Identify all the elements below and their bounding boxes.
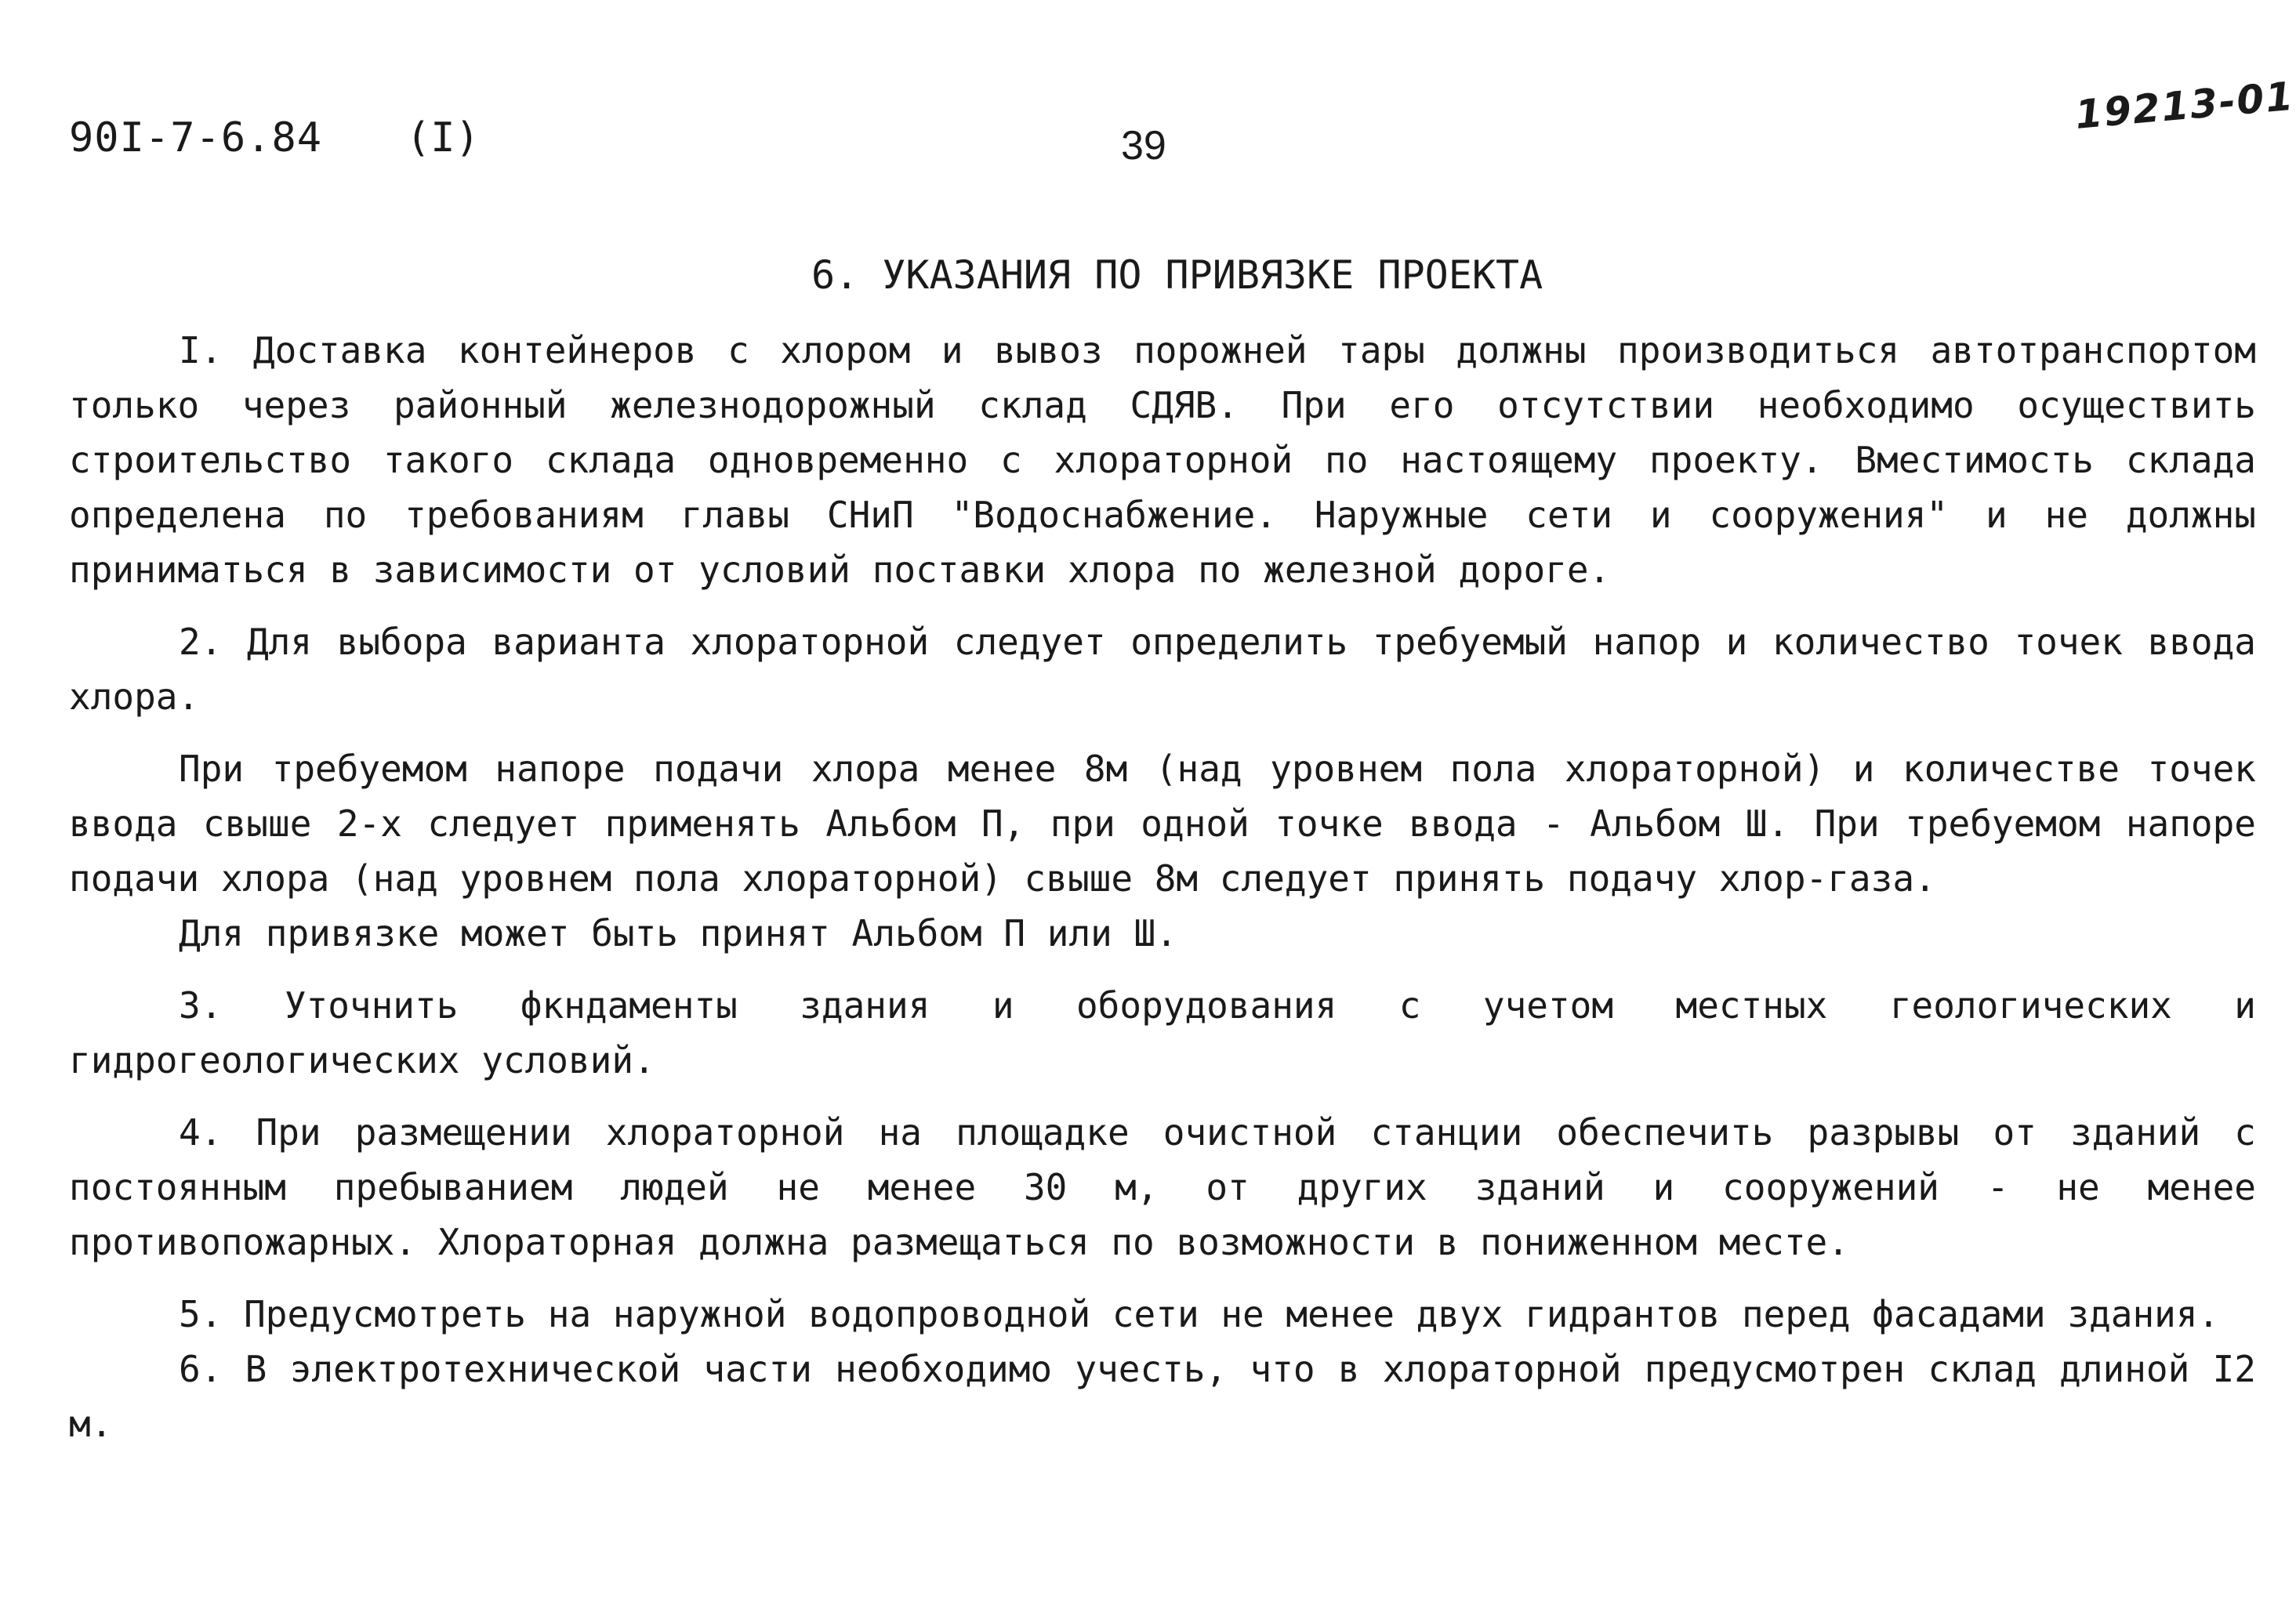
page-number: 39 <box>1121 123 1166 168</box>
paragraph-2: 2. Для выбора варианта хлораторной следует определить требуемый напор и количество точек ввода хлора. <box>69 621 2256 718</box>
document-body <box>69 323 2256 1451</box>
paragraph-5: 5. Предусмотреть на наружной водопроводной сети не менее двух гидрантов перед фасадами здания. <box>179 1293 2220 1335</box>
paragraph-2-detail: При требуемом напоре подачи хлора менее 8м (над уровнем пола хлораторной) и количестве точек ввода свыше 2-х следует применять Альбом П, при одной точке ввода - Альбом Ш. При требуемом напоре подачи хлора (над уровнем пола хлораторной) свыше 8м следует принять подачу хлор-газа. <box>69 748 2256 900</box>
paragraph-2-note: Для привязке может быть принят Альбом П или Ш. <box>179 912 1177 954</box>
paragraph-6: 6. В электротехнической части необходимо учесть, что в хлораторной предусмотрен склад длиной I2 м. <box>69 1348 2256 1445</box>
section-title: 6. УКАЗАНИЯ ПО ПРИВЯЗКЕ ПРОЕКТА <box>811 252 1543 298</box>
document-part: (I) <box>406 114 480 161</box>
paragraph-4: 4. При размещении хлораторной на площадке очистной станции обеспечить разрывы от зданий с постоянным пребыванием людей не менее 30 м, от других зданий и сооружений - не менее противопожарных. Хлораторная должна размещаться по возможности в пониженном месте. <box>69 1111 2256 1263</box>
paragraph-1: I. Доставка контейнеров с хлором и вывоз порожней тары должны производиться автотранспортом только через районный железнодорожный склад СДЯВ. При его отсутствии необходимо осуществить строительство такого склада одновременно с хлораторной по настоящему проекту. Вместимость склада определена по требованиям главы СНиП "Водоснабжение. Наружные сети и сооружения" и не должны приниматься в зависимости от условий поставки хлора по железной дороге. <box>69 329 2256 591</box>
document-code: 90I-7-6.84 <box>69 114 323 161</box>
handwritten-stamp: 19213-01 <box>2073 73 2296 138</box>
paragraph-3: 3. Уточнить фкндаменты здания и оборудования с учетом местных геологических и гидрогеологических условий. <box>69 984 2256 1081</box>
